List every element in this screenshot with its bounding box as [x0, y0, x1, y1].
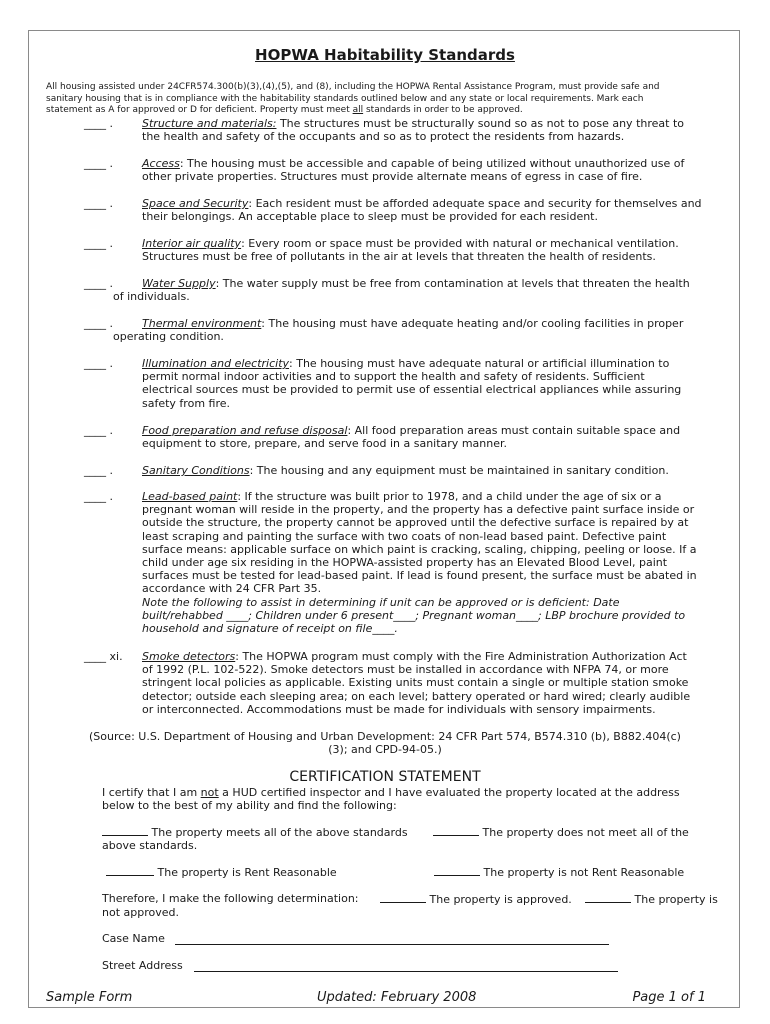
- standard-item-line: Illumination and electricity: The housing must have adequate natural or artificial illumination to: [142, 357, 670, 370]
- standard-heading: Food preparation and refuse disposal: [142, 424, 348, 437]
- standard-item: [113, 317, 732, 344]
- determination-label: Therefore, I make the following determination:: [102, 892, 359, 905]
- standard-heading: Interior air quality: [142, 237, 242, 250]
- standard-heading: Space and Security: [142, 197, 249, 210]
- standard-item-line: the health and safety of the occupants and so as to protect the residents from hazards.: [142, 130, 625, 144]
- standard-item-line: permit normal indoor activities and to support the health and safety of residents. Sufficient: [142, 370, 645, 384]
- intro-line-1: All housing assisted under 24CFR574.300(b)(3),(4),(5), and (8), including the HOPWA Rental Assistance Program, must provide safe and: [46, 82, 660, 92]
- standard-item-line: detector; outside each sleeping area; on each level; battery operated or hard wired; clearly audible: [142, 689, 691, 703]
- standard-item: [142, 357, 732, 410]
- standard-item-line: equipment to store, prepare, and serve food in a sanitary manner.: [142, 437, 507, 451]
- item-checkbox-blank[interactable]: ____ .: [84, 197, 113, 210]
- standard-item: [142, 237, 732, 263]
- standard-item-line: other private properties. Structures must provide alternate means of egress in case of fire.: [142, 170, 643, 184]
- standard-heading: Sanitary Conditions: [142, 464, 250, 477]
- meets-standards-continued: above standards.: [102, 839, 198, 852]
- standard-item-line: child under age six residing in the HOPWA-assisted property has an Elevated Blood Level, paint: [142, 556, 668, 570]
- certification-heading: CERTIFICATION STATEMENT: [289, 769, 481, 785]
- standard-item-line: operating condition.: [113, 330, 224, 344]
- standard-item: [142, 424, 732, 450]
- standard-item-line: safety from fire.: [142, 396, 230, 410]
- item-checkbox-blank[interactable]: ____ xi.: [84, 650, 123, 663]
- standard-item-line: of 1992 (P.L. 102-522). Smoke detectors must be installed in accordance with NFPA 74, or more: [142, 663, 669, 677]
- standard-item: [142, 157, 732, 183]
- standard-item-line: Structure and materials: The structures must be structurally sound so as not to pose any threat to: [142, 117, 684, 130]
- standard-item-line: Smoke detectors: The HOPWA program must comply with the Fire Administration Authorization Act: [142, 650, 687, 663]
- standard-item-line: surface means: applicable surface on which paint is cracking, scaling, chipping, peeling or loose. If a: [142, 542, 697, 556]
- standard-heading: Lead-based paint: [142, 490, 238, 503]
- case-name-field[interactable]: [175, 934, 609, 945]
- not-approved-option[interactable]: The property is: [585, 892, 718, 906]
- street-address-label: Street Address: [102, 959, 183, 972]
- standard-item-line: Water Supply: The water supply must be free from contamination at levels that threaten the health: [142, 277, 690, 290]
- approved-option[interactable]: The property is approved.: [380, 892, 572, 906]
- standard-item-line: Thermal environment: The housing must have adequate heating and/or cooling facilities in proper: [142, 317, 684, 330]
- rent-reasonable-option[interactable]: The property is Rent Reasonable: [106, 865, 337, 879]
- not-approved-blank[interactable]: [585, 892, 631, 903]
- lead-paint-note-line: Note the following to assist in determining if unit can be approved or is deficient: Date: [142, 595, 620, 609]
- footer-left: Sample Form: [46, 990, 133, 1005]
- standard-item-line: electrical sources must be provided to permit use of essential electrical appliances while assuring: [142, 383, 682, 397]
- not-rent-reasonable-blank[interactable]: [434, 865, 480, 876]
- item-checkbox-blank[interactable]: ____ .: [84, 277, 113, 290]
- standard-item: [142, 490, 732, 635]
- standard-heading: Illumination and electricity: [142, 357, 290, 370]
- standard-item-line: accordance with 24 CFR Part 35.: [142, 582, 322, 596]
- item-checkbox-blank[interactable]: ____ .: [84, 317, 113, 330]
- item-checkbox-blank[interactable]: ____ .: [84, 357, 113, 370]
- not-rent-reasonable-option[interactable]: The property is not Rent Reasonable: [434, 865, 684, 879]
- standard-item-line: Food preparation and refuse disposal: All food preparation areas must contain suitable space and: [142, 424, 681, 437]
- item-checkbox-blank[interactable]: ____ .: [84, 157, 113, 170]
- intro-line-3: statement as A for approved or D for deficient. Property must meet all standards in order to be approved.: [46, 105, 523, 115]
- standard-heading: Structure and materials:: [142, 117, 277, 130]
- lead-paint-note-line: built/rehabbed ____; Children under 6 present____; Pregnant woman____; LBP brochure provided to: [142, 608, 686, 622]
- item-checkbox-blank[interactable]: ____ .: [84, 117, 113, 130]
- standard-item-line: stringent local policies as applicable. Existing units must contain a single or multiple station smoke: [142, 676, 689, 690]
- cert-line-2: below to the best of my ability and find the following:: [102, 799, 397, 812]
- item-checkbox-blank[interactable]: ____ .: [84, 490, 113, 503]
- standard-heading: Thermal environment: [142, 317, 262, 330]
- rent-reasonable-blank[interactable]: [106, 865, 154, 876]
- item-checkbox-blank[interactable]: ____ .: [84, 424, 113, 437]
- footer-center: Updated: February 2008: [317, 990, 477, 1005]
- not-approved-continued: not approved.: [102, 906, 179, 919]
- page-title: HOPWA Habitability Standards: [255, 46, 515, 64]
- standard-item-line: surfaces must be tested for lead-based paint. If lead is found present, the surface must be abated in: [142, 569, 697, 583]
- standard-heading: Access: [142, 157, 180, 170]
- not-meet-standards-blank[interactable]: [433, 825, 479, 836]
- not-meet-standards-option[interactable]: The property does not meet all of the: [433, 825, 689, 839]
- standard-item-line: Interior air quality: Every room or space must be provided with natural or mechanical ventilation.: [142, 237, 679, 250]
- standard-item: [142, 117, 732, 143]
- standard-item-line: Sanitary Conditions: The housing and any equipment must be maintained in sanitary condition.: [142, 464, 669, 477]
- standard-item-line: Space and Security: Each resident must be afforded adequate space and security for themselves and: [142, 197, 702, 210]
- lead-paint-note-line: household and signature of receipt on file____.: [142, 622, 398, 636]
- meets-standards-option[interactable]: The property meets all of the above standards: [102, 825, 408, 839]
- standard-item: [113, 277, 732, 304]
- item-checkbox-blank[interactable]: ____ .: [84, 464, 113, 477]
- standard-item-line: outside the structure, the property cannot be approved until the defective surface is repaired by at: [142, 516, 689, 530]
- case-name-label: Case Name: [102, 932, 165, 945]
- standard-item-line: Access: The housing must be accessible and capable of being utilized without unauthorized use of: [142, 157, 685, 170]
- item-checkbox-blank[interactable]: ____ .: [84, 237, 113, 250]
- street-address-field[interactable]: [194, 961, 618, 972]
- standard-item: [142, 650, 732, 716]
- standard-item-line: pregnant woman will reside in the property, and the property has a defective paint surface inside or: [142, 503, 695, 517]
- standard-item-line: or interconnected. Accommodations must be made for individuals with sensory impairments.: [142, 702, 656, 716]
- standard-item-line: of individuals.: [113, 290, 190, 304]
- cert-line-1: I certify that I am not a HUD certified inspector and I have evaluated the property located at the address: [102, 786, 680, 799]
- meets-standards-blank[interactable]: [102, 825, 148, 836]
- footer-right: Page 1 of 1: [632, 990, 706, 1005]
- source-line-2: (3); and CPD-94-05.): [328, 743, 442, 756]
- source-line-1: (Source: U.S. Department of Housing and Urban Development: 24 CFR Part 574, B574.310 (b), B882.404(c): [89, 730, 681, 743]
- standard-item-line: Lead-based paint: If the structure was built prior to 1978, and a child under the age of six or a: [142, 490, 662, 503]
- approved-blank[interactable]: [380, 892, 426, 903]
- intro-line-2: sanitary housing that is in compliance with the habitability standards outlined below and any state or local requirements. Mark each: [46, 94, 644, 104]
- standard-heading: Smoke detectors: [142, 650, 236, 663]
- standard-item-line: Structures must be free of pollutants in the air at levels that threaten the health of residents.: [142, 250, 656, 264]
- standard-item-line: their belongings. An acceptable place to sleep must be provided for each resident.: [142, 210, 598, 224]
- standard-heading: Water Supply: [142, 277, 216, 290]
- standard-item: [142, 464, 732, 477]
- standard-item-line: least scraping and painting the surface with two coats of non-lead based paint. Defective paint: [142, 529, 667, 543]
- standard-item: [142, 197, 732, 223]
